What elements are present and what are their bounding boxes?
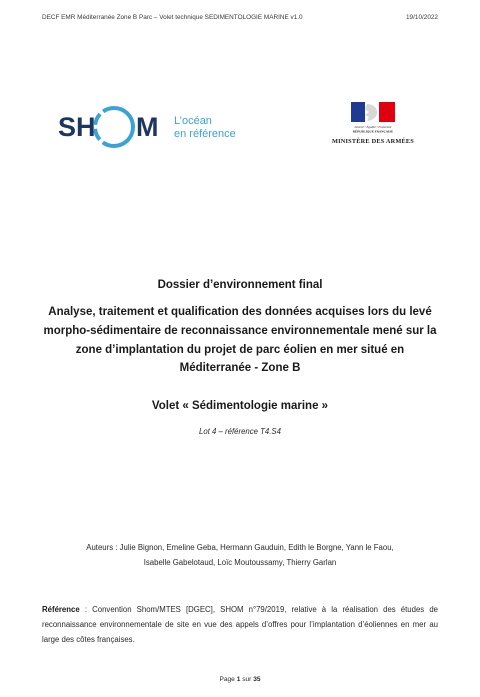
shom-o-arc-right: [114, 108, 133, 146]
document-title: Analyse, traitement et qualification des données acquises lors du levé morpho-sédimentaire de reconnaissance environnementale mené sur la zone d’implantation du projet de parc éolien en mer situé en Méditerranée - Zone B: [43, 306, 437, 375]
page-footer: [0, 676, 480, 683]
header-date: 19/10/2022: [406, 14, 438, 21]
shom-tagline-line-1: L’océan: [174, 115, 212, 127]
reference-label: Référence: [42, 605, 80, 614]
page-header: [42, 14, 438, 21]
document-volet: Volet « Sédimentologie marine »: [151, 400, 329, 412]
republic-name: RÉPUBLIQUE FRANÇAISE: [352, 129, 394, 134]
authors-block: [50, 541, 430, 571]
ministry-logo: [318, 100, 428, 150]
reference-paragraph: [42, 603, 438, 647]
shom-wordmark-left: SH: [58, 112, 96, 142]
page-prefix: Page: [219, 676, 237, 683]
shom-logo: [56, 100, 256, 154]
page-number: 1: [236, 676, 241, 683]
authors-line-1: Auteurs : Julie Bignon, Emeline Geba, Hermann Gauduin, Edith le Borgne, Yann le Faou,: [86, 543, 394, 552]
republic-motto: Liberté • Égalité • Fraternité: [354, 125, 392, 129]
shom-logo-graphic: [56, 100, 256, 154]
flag-red-band: [379, 102, 395, 122]
shom-tagline-line-2: en référence: [174, 128, 236, 140]
marianne-emblem: [343, 100, 403, 134]
header-document-reference: DECF EMR Méditerranée Zone B Parc – Volet technique SEDIMENTOLOGIE MARINE v1.0: [42, 14, 303, 21]
page-total: 35: [253, 676, 261, 683]
document-lot-reference: Lot 4 – référence T4.S4: [199, 427, 281, 436]
page-mid: sur: [240, 676, 254, 683]
flag-blue-band: [351, 102, 365, 122]
document-type: Dossier d’environnement final: [157, 279, 323, 291]
shom-wordmark-right: M: [136, 112, 159, 142]
reference-text: : Convention Shom/MTES [DGEC], SHOM n°79/2019, relative à la réalisation des études de reconnaissance environnementale de site en vue des appels d’offres pour l’implantation d’éoliennes en mer au large des côtes françaises.: [42, 605, 438, 644]
authors-line-2: Isabelle Gabelotaud, Loïc Moutoussamy, Thierry Garlan: [143, 557, 337, 567]
ministry-name: MINISTÈRE DES ARMÉES: [331, 138, 415, 145]
shom-o-arc-left: [95, 108, 114, 146]
